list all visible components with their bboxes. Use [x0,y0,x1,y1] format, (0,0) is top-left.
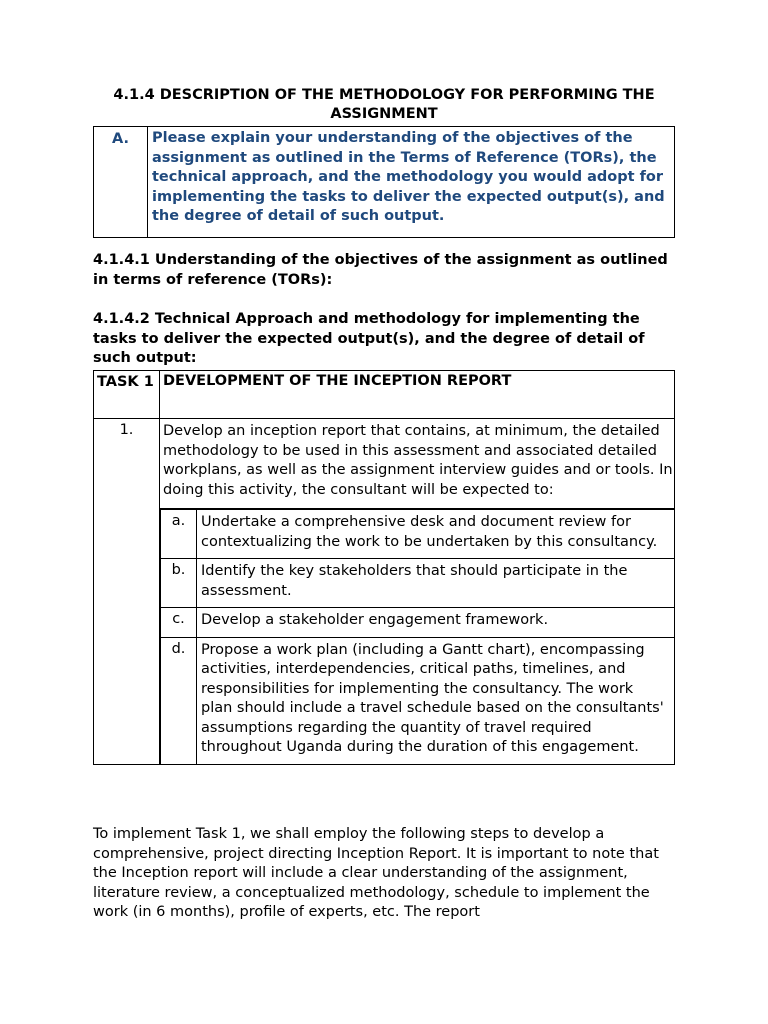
instruction-box [93,126,675,238]
task-row-intro: Develop an inception report that contains, at minimum, the detailed methodology to be used in this assessment and associated detailed workplans, as well as the assignment interview guides and or tools. In doing this activity, the consultant will be expected to: [160,419,675,509]
section-heading-understanding: 4.1.4.1 Understanding of the objectives of the assignment as outlined in terms of reference (TORs): [93,252,668,288]
list-item-letter: c. [161,608,197,638]
list-item [161,608,675,638]
section-heading-technical-approach: 4.1.4.2 Technical Approach and methodology for implementing the tasks to deliver the expected output(s), and the degree of detail of such output: [93,311,645,366]
task-table-header [94,371,675,419]
list-item [161,637,675,764]
list-item-text: Develop a stakeholder engagement framework. [197,608,675,638]
list-item [161,510,675,559]
instruction-letter: A. [94,127,148,238]
instruction-text: Please explain your understanding of the objectives of the assignment as outlined in the Terms of Reference (TORs), the technical approach, and the methodology you would adopt for implementing the tasks to deliver the expected output(s), and the degree of detail of such output. [148,127,675,238]
task-subitems [160,509,674,764]
list-item-letter: b. [161,559,197,608]
list-item-text: Identify the key stakeholders that should participate in the assessment. [197,559,675,608]
task-row-number: 1. [94,419,160,765]
task-subitems-cell [160,509,675,765]
body-paragraph: To implement Task 1, we shall employ the following steps to develop a comprehensive, project directing Inception Report. It is important to note that the Inception report will include a clear understanding of the assignment, literature review, a conceptualized methodology, schedule to implement the work (in 6 months), profile of experts, etc. The report [93,826,659,921]
list-item [161,559,675,608]
task-number-header: TASK 1 [94,371,160,419]
list-item-text: Undertake a comprehensive desk and document review for contextualizing the work to be undertaken by this consultancy. [197,510,675,559]
list-item-letter: d. [161,637,197,764]
page-title: 4.1.4 DESCRIPTION OF THE METHODOLOGY FOR PERFORMING THE ASSIGNMENT [113,87,655,122]
list-item-text: Propose a work plan (including a Gantt chart), encompassing activities, interdependencies, critical paths, timelines, and responsibilities for implementing the consultancy. The work plan should include a travel schedule based on the consultants' assumptions regarding the quantity of travel required throughout Uganda during the duration of this engagement. [197,637,675,764]
task-title-header: DEVELOPMENT OF THE INCEPTION REPORT [160,371,675,419]
task-table [93,370,675,765]
list-item-letter: a. [161,510,197,559]
task-row [94,419,675,509]
